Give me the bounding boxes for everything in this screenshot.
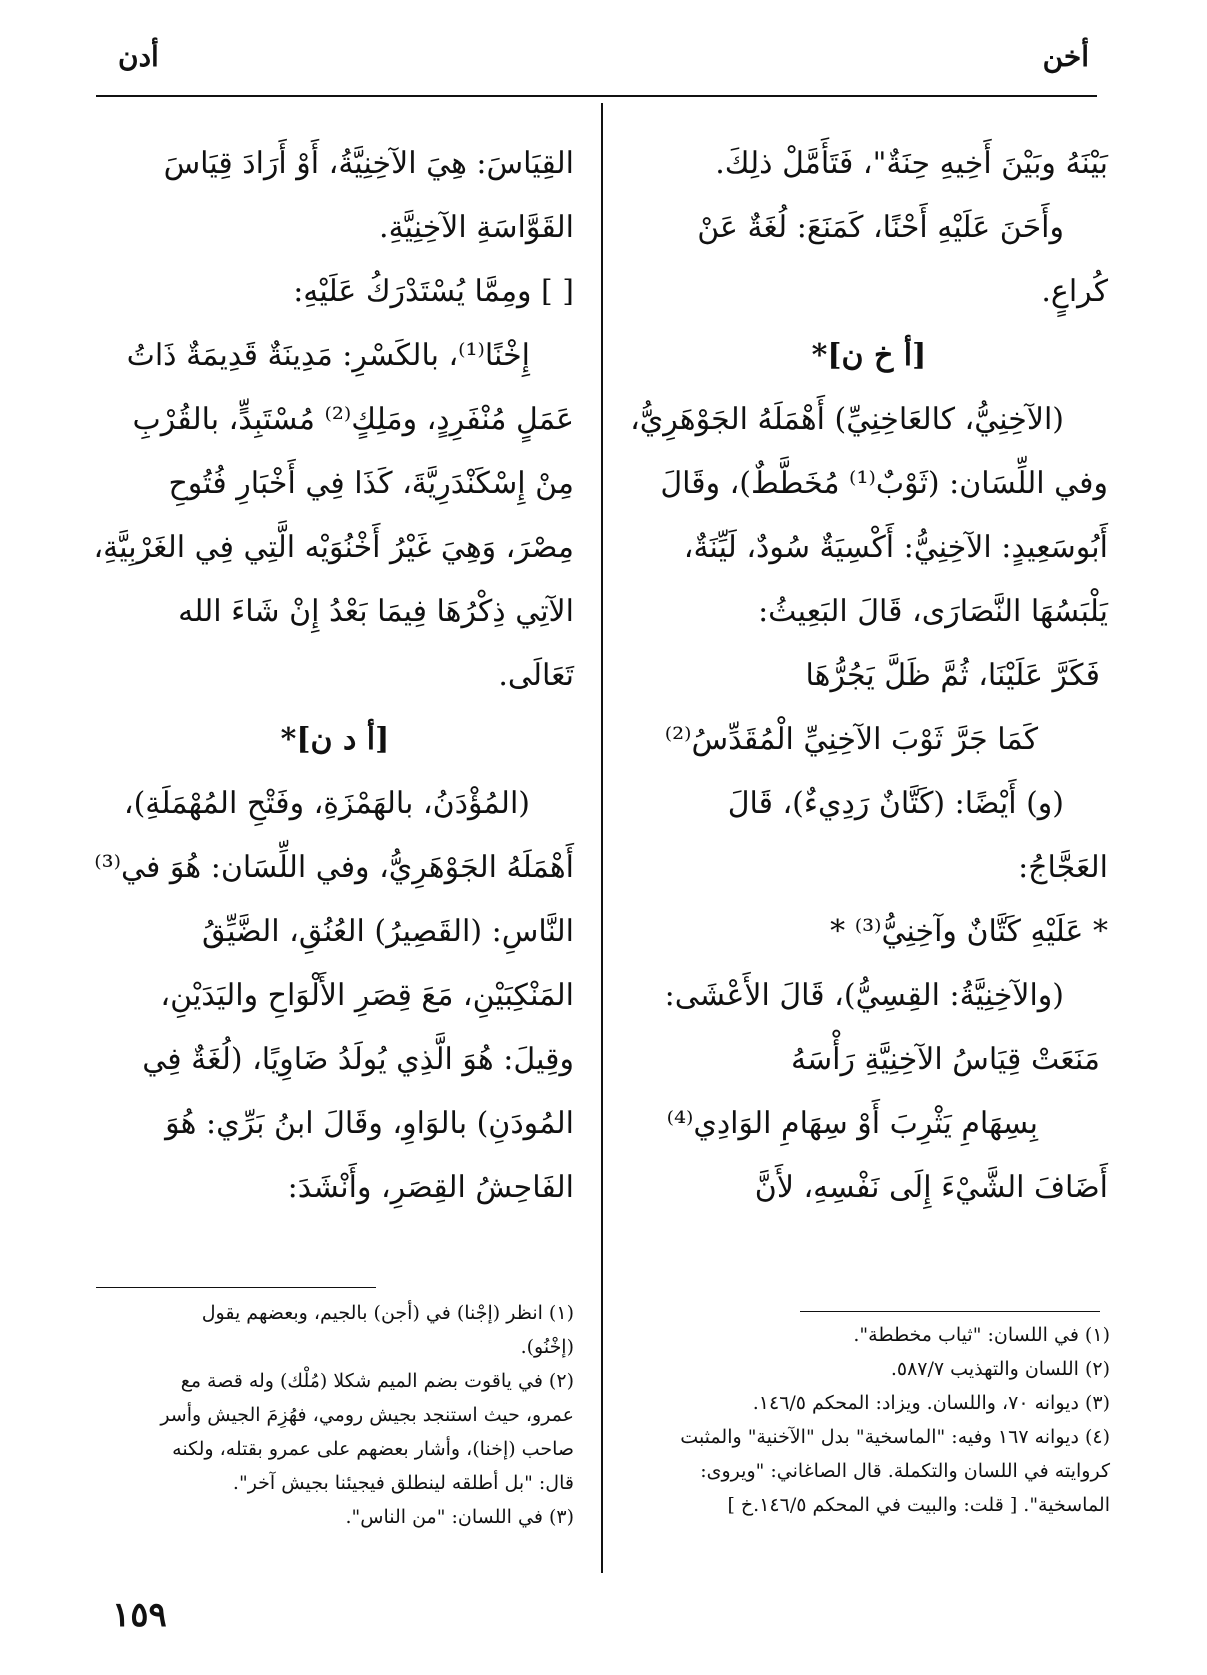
footnote-continuation: الماسخية". [ قلت: والبيت في المحكم ١٤٦/٥.خ ] xyxy=(727,1494,1110,1516)
footnote-continuation: (إخْنُو). xyxy=(520,1336,574,1358)
footnote: (٤) ديوانه ١٦٧ وفيه: "الماسخية" بدل "الآخنية" والمثبت xyxy=(680,1426,1110,1448)
text-line: القَوَّاسَةِ الآخِنِيَّةِ. xyxy=(379,210,574,245)
text-line: (و) أَيْضًا: (كَتَّانٌ رَدِيءٌ)، قَالَ xyxy=(727,786,1064,821)
footnotes-right xyxy=(660,1318,1110,1522)
entry-heading: [أ د ن]* xyxy=(280,722,390,757)
text-line: المَنْكِبَيْنِ، مَعَ قِصَرِ الأَلْوَاحِ واليَدَيْنِ، xyxy=(160,978,574,1013)
footnote-rule xyxy=(800,1311,1100,1312)
text-line: كُراعٍ. xyxy=(1041,274,1108,309)
footnote-continuation: صاحب (إخنا)، وأشار بعضهم على عمرو بقتله، ولكنه xyxy=(172,1438,574,1460)
text-line: مِصْرَ، وَهِيَ غَيْرُ أَخْنُوَيْه الَّتِي فِي الغَرْبِيَّةِ، xyxy=(93,530,574,565)
footnote-rule xyxy=(96,1287,376,1288)
footnote: (٣) ديوانه ٧٠، واللسان. ويزاد: المحكم ١٤٦/٥. xyxy=(752,1392,1110,1414)
text-line: وقِيلَ: هُوَ الَّذِي يُولَدُ ضَاوِيًا، (لُغَةٌ فِي xyxy=(142,1042,574,1077)
verse-hemistich: مَنَعَتْ قِيَاسُ الآخِنِيَّةِ رَأْسَهُ xyxy=(790,1042,1100,1077)
text-line: أَبُوسَعِيدٍ: الآخِنِيُّ: أَكْسِيَةٌ سُودٌ، لَيِّنَةٌ، xyxy=(683,530,1108,565)
verse-hemistich: بِسِهَامِ يَثْرِبَ أَوْ سِهَامِ الوَادِي⁽⁴⁾ xyxy=(666,1106,1038,1141)
text-line: (المُؤْدَنُ، بالهَمْزَةِ، وفَتْحِ المُهْمَلَةِ)، xyxy=(123,786,530,821)
text-line: المُودَنِ) بالوَاوِ، وقَالَ ابنُ بَرِّي: هُوَ xyxy=(165,1106,574,1141)
page-number: ١٥٩ xyxy=(112,1595,167,1635)
verse-line: * عَلَيْهِ كَتَّانٌ وآخِنِيُّ⁽³⁾ * xyxy=(830,914,1108,949)
header-rule xyxy=(96,95,1097,97)
text-line: إِخْنًا⁽¹⁾، بالكَسْرِ: مَدِينَةٌ قَدِيمَةٌ ذَاتُ xyxy=(126,338,530,373)
footnote: (٢) في ياقوت بضم الميم شكلا (مُلْك) وله قصة مع xyxy=(180,1370,574,1392)
footnote: (١) انظر (إجْنا) في (أجن) بالجيم، وبعضهم يقول xyxy=(201,1302,574,1324)
footnote-continuation: عمرو، حيث استنجد بجيش رومي، فهُزِمَ الجيش وأسر xyxy=(160,1404,574,1426)
text-line: أَضَافَ الشَّيْءَ إِلَى نَفْسِهِ، لأَنَّ xyxy=(754,1170,1108,1205)
footnote-continuation: قال: "بل أطلقه لينطلق فيجيئنا بجيش آخر". xyxy=(232,1472,574,1494)
text-line: (الآخِنِيُّ، كالعَاخِنِيِّ) أَهْمَلَهُ الجَوْهَرِيُّ، xyxy=(630,402,1064,437)
footnote: (١) في اللسان: "ثياب مخططة". xyxy=(853,1324,1110,1346)
footnote: (٢) اللسان والتهذيب ٥٨٧/٧. xyxy=(890,1358,1110,1380)
right-column xyxy=(630,132,1108,1220)
text-line: بَيْنَهُ وبَيْنَ أَخِيهِ حِنَةٌ"، فَتَأَمَّلْ ذلِكَ. xyxy=(715,146,1108,181)
text-line: تَعَالَى. xyxy=(498,658,574,693)
text-line: وأَحَنَ عَلَيْهِ أَحْنًا، كَمَنَعَ: لُغَةٌ عَنْ xyxy=(697,210,1064,245)
left-column xyxy=(93,132,574,1220)
text-line: أَهْمَلَهُ الجَوْهَرِيُّ، وفي اللِّسَان: هُوَ في⁽³⁾ xyxy=(94,850,574,885)
footnotes-left xyxy=(96,1296,574,1534)
text-line: النَّاسِ: (القَصِيرُ) العُنُقِ، الضَّيِّقُ xyxy=(202,914,574,949)
verse-hemistich: كَمَا جَرَّ ثَوْبَ الآخِنِيِّ الْمُقَدِّسُ⁽²⁾ xyxy=(664,722,1038,757)
text-line: مِنْ إِسْكَنْدَرِيَّةَ، كَذَا فِي أَخْبَارِ فُتُوحِ xyxy=(168,466,574,501)
addendum-heading: [ ] ومِمَّا يُسْتَدْرَكُ عَلَيْهِ: xyxy=(293,274,574,309)
running-head-right: أخن xyxy=(1042,40,1089,73)
text-line: يَلْبَسُهَا النَّصَارَى، قَالَ البَعِيثُ: xyxy=(758,594,1108,629)
text-line: العَجَّاجُ: xyxy=(1018,850,1108,885)
footnote-continuation: كروايته في اللسان والتكملة. قال الصاغاني: "ويروى: xyxy=(700,1460,1110,1482)
text-line: عَمَلٍ مُنْفَرِدٍ، ومَلِكٍ⁽²⁾ مُسْتَبِدٍّ، بالقُرْبِ xyxy=(132,402,574,437)
running-head-left: أدن xyxy=(118,40,159,73)
text-line: الفَاحِشُ القِصَرِ، وأَنْشَدَ: xyxy=(287,1170,574,1205)
text-line: القِيَاسَ: هِيَ الآخِنِيَّةُ، أَوْ أَرَادَ قِيَاسَ xyxy=(163,146,574,181)
text-line: وفي اللِّسَان: (ثَوْبٌ⁽¹⁾ مُخَطَّطٌ)، وقَالَ xyxy=(660,466,1108,501)
verse-hemistich: فَكَرَّ عَلَيْنَا، ثُمَّ ظَلَّ يَجُرُّهَا xyxy=(805,658,1100,693)
column-divider xyxy=(601,103,603,1573)
text-line: الآتِي ذِكْرُهَا فِيمَا بَعْدُ إِنْ شَاءَ الله xyxy=(178,594,574,629)
text-line: (والآخِنِيَّةُ: القِسِيُّ)، قَالَ الأَعْشَى: xyxy=(664,978,1064,1013)
footnote: (٣) في اللسان: "من الناس". xyxy=(345,1506,574,1528)
entry-heading: [أ خ ن]* xyxy=(811,338,927,373)
